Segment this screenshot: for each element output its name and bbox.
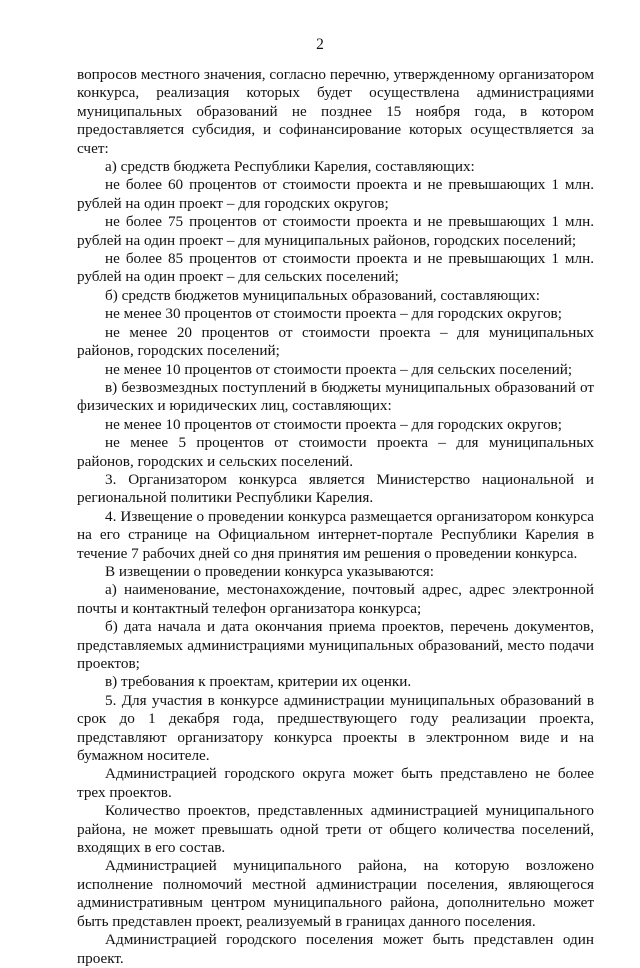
- paragraph: не более 60 процентов от стоимости проекта и не превышающих 1 млн. рублей на один проект – для городских округов;: [77, 176, 594, 212]
- paragraph: В извещении о проведении конкурса указываются:: [105, 562, 434, 580]
- document-body: [77, 66, 594, 968]
- paragraph: а) наименование, местонахождение, почтовый адрес, адрес электронной почты и контактный телефон организатора конкурса;: [77, 581, 594, 617]
- paragraph: Количество проектов, представленных администрацией муниципального района, не может превышать одной трети от общего количества поселений, входящих в его состав.: [77, 802, 594, 857]
- paragraph: Администрацией муниципального района, на которую возложено исполнение полномочий местной администрации поселения, являющегося административным центром муниципального района, дополнительно может быть представлен проект, реализуемый в границах данного поселения.: [77, 857, 594, 930]
- paragraph: не более 75 процентов от стоимости проекта и не превышающих 1 млн. рублей на один проект – для муниципальных районов, городских поселений;: [77, 213, 594, 249]
- paragraph: б) средств бюджетов муниципальных образований, составляющих:: [105, 286, 540, 304]
- paragraph: не менее 10 процентов от стоимости проекта – для сельских поселений;: [105, 360, 573, 378]
- paragraph: не менее 30 процентов от стоимости проекта – для городских округов;: [105, 305, 562, 323]
- page-number: 2: [316, 36, 324, 53]
- paragraph: 5. Для участия в конкурсе администрации муниципальных образований в срок до 1 декабря года, предшествующего году реализации проекта, представляют организатору конкурса проекты в электронном виде и на бумажном носителе.: [77, 691, 594, 765]
- paragraph: не более 85 процентов от стоимости проекта и не превышающих 1 млн. рублей на один проект – для сельских поселений;: [77, 250, 594, 286]
- paragraph: не менее 20 процентов от стоимости проекта – для муниципальных районов, городских поселений;: [77, 323, 594, 360]
- paragraph: не менее 5 процентов от стоимости проекта – для муниципальных районов, городских и сельских поселений.: [77, 434, 594, 470]
- paragraph: 4. Извещение о проведении конкурса размещается организатором конкурса на его странице на Официальном интернет-портале Республики Карелия в течение 7 рабочих дней со дня принятия им решения о проведении конкурса.: [77, 507, 594, 562]
- paragraph: в) требования к проектам, критерии их оценки.: [105, 673, 412, 691]
- paragraph: 3. Организатором конкурса является Министерство национальной и региональной политики Республики Карелия.: [77, 470, 594, 507]
- paragraph: вопросов местного значения, согласно перечню, утвержденному организатором конкурса, реализация которых будет осуществлена администрациями муниципальных образований не позднее 15 ноября года, в котором предоставляется субсидия, и софинансирование которых осуществляется за счет:: [77, 66, 594, 157]
- paragraph: не менее 10 процентов от стоимости проекта – для городских округов;: [105, 415, 562, 433]
- paragraph: Администрацией городского поселения может быть представлен один проект.: [77, 931, 594, 967]
- paragraph: в) безвозмездных поступлений в бюджеты муниципальных образований от физических и юридических лиц, составляющих:: [77, 378, 594, 415]
- paragraph: Администрацией городского округа может быть представлено не более трех проектов.: [77, 765, 594, 801]
- paragraph: б) дата начала и дата окончания приема проектов, перечень документов, представляемых администрациями муниципальных образований, место подачи проектов;: [77, 618, 594, 672]
- paragraph: а) средств бюджета Республики Карелия, составляющих:: [105, 158, 475, 176]
